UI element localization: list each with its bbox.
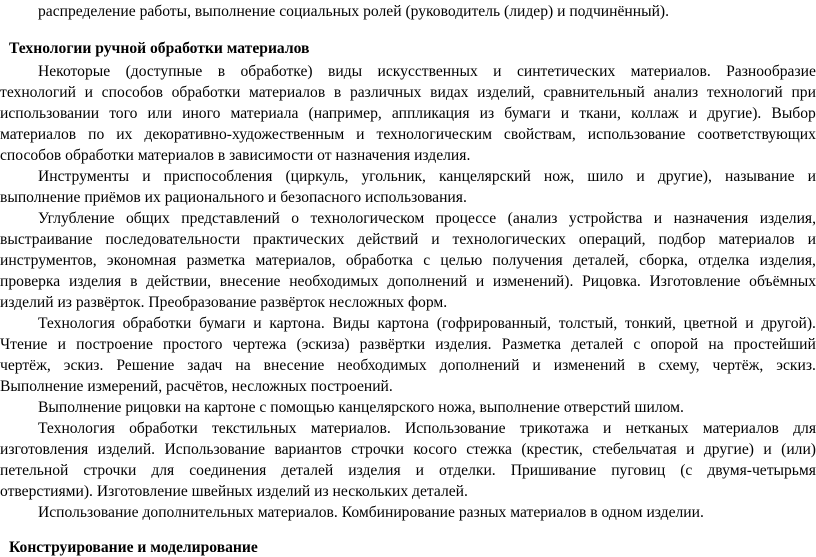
word: стежка: [466, 441, 512, 458]
paragraph-line-10: [0, 251, 816, 270]
word: виды: [328, 63, 363, 80]
word: изделия,: [759, 210, 816, 227]
word: отделки.: [439, 462, 496, 479]
word: материала: [230, 105, 299, 122]
word: использовании: [0, 105, 100, 122]
word: материалов.: [310, 420, 391, 437]
word: дополнений: [387, 273, 468, 290]
word: видах: [430, 84, 469, 101]
word: задач: [187, 357, 223, 374]
word: технологическом: [310, 210, 425, 227]
word: технологическим: [376, 126, 492, 143]
paragraph-line-1: [38, 62, 816, 81]
word: схему,: [658, 357, 700, 374]
word: обработки: [122, 315, 192, 332]
word: назначения: [673, 210, 749, 227]
word: использование: [587, 126, 686, 143]
word: Технология: [38, 315, 115, 332]
word: Разнообразие: [726, 63, 816, 80]
word: Чтение: [0, 336, 48, 353]
word: (например,: [308, 105, 382, 122]
word: синтетических: [516, 63, 616, 80]
word: способов: [101, 84, 163, 101]
word: действии,: [146, 273, 212, 290]
word: того: [109, 105, 138, 122]
word: Рицовка.: [582, 273, 641, 290]
word: внесение: [263, 357, 325, 374]
word: действий: [357, 231, 419, 248]
word: технологических: [452, 231, 566, 248]
paragraph-line-19: [0, 440, 816, 459]
word: деталей,: [572, 252, 629, 269]
word: толстый,: [558, 315, 618, 332]
word: при: [791, 84, 816, 101]
word: угольник,: [361, 168, 426, 185]
word: для: [151, 462, 175, 479]
word: изделия: [68, 273, 122, 290]
word: целью: [440, 252, 483, 269]
word: с: [423, 252, 431, 269]
word: эскиз.: [776, 357, 816, 374]
paragraph-line-20: [0, 461, 816, 480]
word: Решение: [116, 357, 175, 374]
word: и: [807, 231, 816, 248]
word: изделия,: [759, 252, 816, 269]
word: развёртки: [359, 336, 426, 353]
paragraph-line-4: [0, 125, 816, 144]
paragraph-line-2: [0, 83, 816, 102]
word: материалов.: [630, 63, 711, 80]
word: петельной: [0, 462, 69, 479]
word: другие): [703, 441, 754, 458]
word: другой).: [761, 315, 816, 332]
word: и: [763, 441, 772, 458]
word: дополнений: [439, 357, 520, 374]
word: и: [745, 315, 754, 332]
word: и: [560, 105, 570, 122]
word: текстильных: [211, 420, 297, 437]
word: деталей: [571, 336, 624, 353]
word: и: [356, 126, 365, 143]
paragraph-line-14: [0, 335, 816, 354]
word: искусственных: [377, 63, 478, 80]
word: шило: [587, 168, 624, 185]
word: Технология: [38, 420, 115, 437]
word: устройства: [568, 210, 643, 227]
word: изделия: [348, 462, 401, 479]
word: материалов: [718, 231, 795, 248]
word: построение: [76, 336, 153, 353]
word: цветной: [683, 315, 738, 332]
word: различных: [349, 84, 422, 101]
word: проверка: [0, 273, 61, 290]
word: другие),: [657, 168, 712, 185]
word: в: [130, 273, 138, 290]
word: изделий,: [477, 84, 535, 101]
word: и: [636, 168, 645, 185]
word: (эскиза): [296, 336, 350, 353]
word: Использование: [404, 420, 506, 437]
word: простейший: [733, 336, 816, 353]
word: и: [493, 63, 502, 80]
word: представлений: [181, 210, 280, 227]
paragraph-line-5: способов обработки материалов в зависимости от назначения изделия.: [0, 147, 471, 164]
word: Виды: [332, 315, 370, 332]
word: с: [633, 336, 641, 353]
word: и: [84, 84, 93, 101]
word: ткани,: [579, 105, 621, 122]
word: изменений: [553, 357, 626, 374]
word: эскиз.: [63, 357, 104, 374]
paragraph-line-6: [38, 167, 816, 186]
word: двумя-четырьмя: [707, 462, 816, 479]
word: чертежа: [232, 336, 287, 353]
word: соответствующих: [697, 126, 816, 143]
word: подбор: [658, 231, 706, 248]
word: операций,: [578, 231, 646, 248]
word: необходимых: [289, 273, 379, 290]
word: и: [603, 420, 612, 437]
word: из: [479, 105, 495, 122]
word: необходимых: [337, 357, 427, 374]
word: картона: [377, 315, 429, 332]
word: Использование: [164, 441, 266, 458]
word: и: [807, 168, 816, 185]
word: Выбор: [771, 105, 816, 122]
word: в: [638, 357, 646, 374]
word: свойствам,: [503, 126, 576, 143]
paragraph-line-15: [0, 356, 816, 375]
word: материалов,: [255, 252, 336, 269]
word: Пришивание: [510, 462, 597, 479]
word: сравнительный: [543, 84, 645, 101]
word: пуговиц: [611, 462, 666, 479]
text-line-1: распределение работы, выполнение социальных ролей (руководитель (лидер) и подчинённый).: [38, 3, 670, 20]
word: и: [253, 315, 262, 332]
word: практических: [252, 231, 345, 248]
word: объёмных: [749, 273, 816, 290]
word: разметка: [186, 252, 246, 269]
paragraph-line-11: [0, 272, 816, 291]
word: изделий.: [97, 441, 156, 458]
word: выстраивание: [0, 231, 93, 248]
paragraph-line-13: [38, 314, 816, 333]
word: и: [688, 105, 698, 122]
word: обработки: [171, 84, 241, 101]
paragraph-line-12: изделий из развёрток. Преобразование развёрток несложных форм.: [0, 294, 448, 311]
word: и: [431, 231, 440, 248]
word: и: [653, 210, 663, 227]
word: Изготовление: [649, 273, 741, 290]
word: на: [708, 336, 724, 353]
word: и: [532, 357, 541, 374]
paragraph-line-7: выполнение приёмов их рационального и безопасного использования.: [0, 189, 467, 206]
word: (циркуль,: [285, 168, 349, 185]
word: и: [57, 336, 66, 353]
paragraph-line-17: Выполнение рицовки на картоне с помощью канцелярского ножа, выполнение отверстий шилом.: [38, 399, 684, 416]
word: соединения: [189, 462, 267, 479]
word: технологий: [0, 84, 76, 101]
word: их: [116, 126, 133, 143]
word: называние: [724, 168, 795, 185]
word: в: [217, 63, 226, 80]
word: последовательности: [105, 231, 241, 248]
word: другие).: [707, 105, 762, 122]
section-heading-materials: Технологии ручной обработки материалов: [9, 40, 310, 57]
word: изготовления: [0, 441, 89, 458]
word: обработке): [240, 63, 313, 80]
word: и: [142, 168, 151, 185]
word: материалов: [702, 420, 779, 437]
word: сборка,: [639, 252, 688, 269]
word: картона.: [269, 315, 325, 332]
word: в: [333, 84, 342, 101]
word: на: [235, 357, 251, 374]
word: аппликация: [391, 105, 470, 122]
word: инструментов,: [0, 252, 97, 269]
word: о: [291, 210, 300, 227]
word: изменений).: [492, 273, 574, 290]
word: внесение: [219, 273, 281, 290]
word: нож,: [543, 168, 575, 185]
word: нетканых: [625, 420, 689, 437]
word: чертёж,: [0, 357, 51, 374]
word: экономная: [106, 252, 177, 269]
word: для: [793, 420, 816, 437]
section-heading-construction: Конструирование и моделирование: [9, 539, 258, 556]
word: канцелярский: [439, 168, 531, 185]
word: получения: [492, 252, 563, 269]
word: (доступные: [125, 63, 203, 80]
word: и: [686, 441, 695, 458]
word: изделия.: [435, 336, 492, 353]
word: обработки: [129, 420, 198, 437]
word: Инструменты: [38, 168, 130, 185]
word: (гофрированный,: [436, 315, 552, 332]
word: бумаги: [504, 105, 551, 122]
word: общих: [125, 210, 170, 227]
word: декоративно-художественным: [144, 126, 345, 143]
word: отделка: [698, 252, 750, 269]
paragraph-line-18: [38, 419, 816, 438]
word: иного: [182, 105, 221, 122]
word: и: [475, 273, 485, 290]
word: (или): [781, 441, 816, 458]
paragraph-line-9: [0, 230, 816, 249]
word: коллаж: [631, 105, 679, 122]
word: опорой: [650, 336, 699, 353]
word: строчки: [351, 441, 404, 458]
word: вариантов: [274, 441, 342, 458]
word: Разметка: [501, 336, 562, 353]
word: трикотажа: [519, 420, 589, 437]
word: материалов: [249, 84, 326, 101]
word: материалов: [0, 126, 77, 143]
word: и: [415, 462, 425, 479]
word: технологий: [706, 84, 783, 101]
word: чертёж,: [712, 357, 764, 374]
paragraph-line-21: отверстиями). Изготовление швейных изделий из нескольких деталей.: [0, 483, 468, 500]
word: тонкий,: [624, 315, 676, 332]
word: или: [147, 105, 172, 122]
word: (с: [680, 462, 693, 479]
word: строчки: [83, 462, 137, 479]
word: (крестик,: [521, 441, 583, 458]
word: процессе: [435, 210, 497, 227]
word: простого: [163, 336, 223, 353]
word: деталей: [281, 462, 334, 479]
word: стебельчатая: [592, 441, 677, 458]
paragraph-line-3: [0, 104, 816, 123]
word: Углубление: [38, 210, 115, 227]
paragraph-line-22: Использование дополнительных материалов. Комбинирование разных материалов в одном изделии.: [38, 504, 704, 521]
word: по: [88, 126, 105, 143]
word: обработка: [345, 252, 413, 269]
word: приспособления: [163, 168, 273, 185]
paragraph-line-8: [38, 209, 816, 228]
paragraph-line-16: Выполнение измерений, расчётов, несложных построений.: [0, 378, 393, 395]
word: (анализ: [507, 210, 558, 227]
word: бумаги: [199, 315, 246, 332]
word: Некоторые: [38, 63, 111, 80]
word: косого: [413, 441, 457, 458]
word: анализ: [653, 84, 699, 101]
